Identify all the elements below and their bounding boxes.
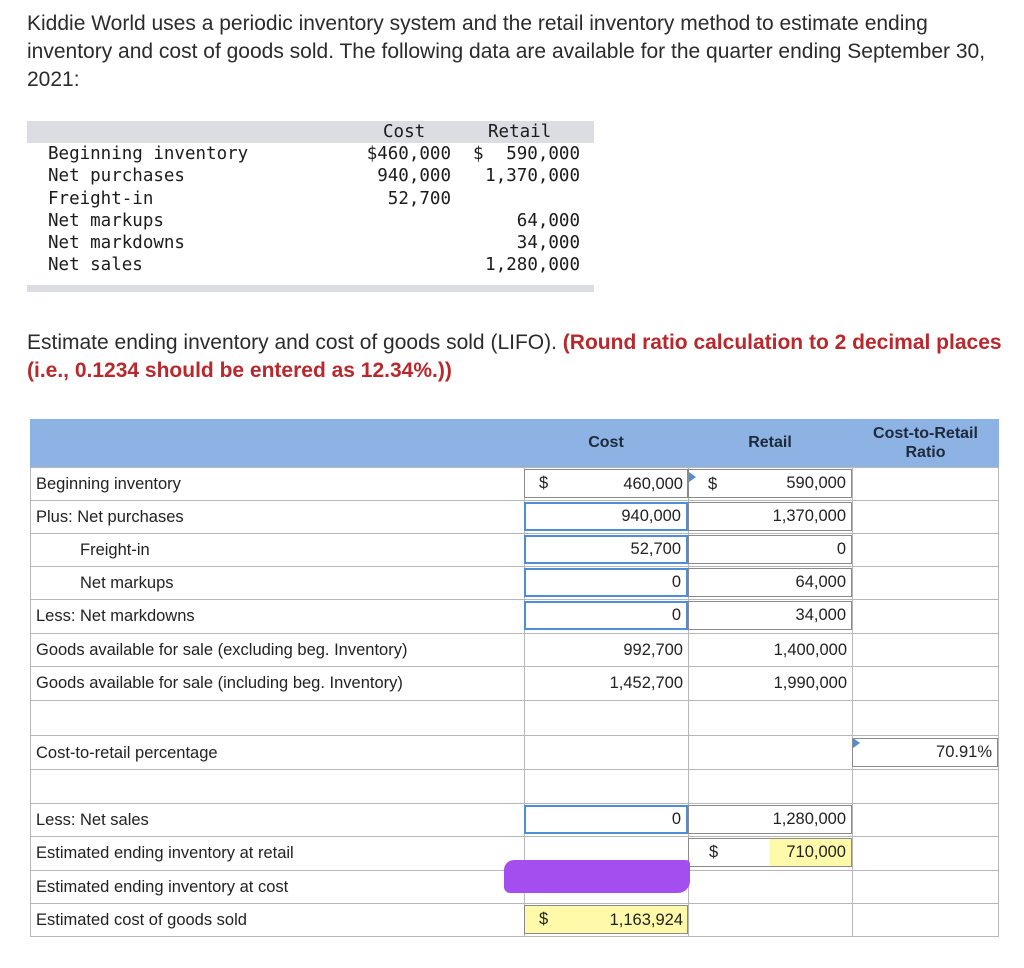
gafs-excl-retail: 1,400,000 (773, 641, 847, 659)
row-label: Estimated ending inventory at retail (36, 844, 294, 862)
freight-in-cost-input[interactable]: 52,700 (524, 535, 688, 564)
beg-inv-cost: 460,000 (623, 475, 683, 493)
table-row (30, 500, 999, 534)
answer-table (30, 419, 999, 937)
table-row (30, 533, 999, 567)
row-label: Freight-in (80, 541, 150, 559)
table-row (30, 700, 999, 734)
beg-inv-retail-input[interactable]: 590,000 (688, 469, 852, 498)
table-row (30, 467, 999, 501)
end-inv-retail-input[interactable]: 710,000 (770, 838, 852, 867)
gafs-incl-retail: 1,990,000 (773, 674, 847, 692)
header-cost: Cost (588, 434, 624, 451)
gafs-incl-cost: 1,452,700 (609, 674, 683, 692)
given-retail-values: 590,000 1,370,000 64,000 34,000 1,280,000 (485, 144, 580, 276)
rounding-note: (Round ratio calculation to 2 decimal places (i.e., 0.1234 should be entered as 12.34%.)) (27, 331, 1002, 382)
net-markups-retail-input[interactable]: 64,000 (688, 568, 852, 597)
row-label: Estimated cost of goods sold (36, 911, 247, 929)
cogs-cost[interactable]: 1,163,924 (609, 911, 683, 929)
given-data-table (27, 121, 594, 292)
row-label: Plus: Net purchases (36, 508, 184, 526)
freight-in-retail-input[interactable]: 0 (688, 535, 852, 564)
dollar-sign: $ (708, 475, 718, 493)
row-label: Net markups (80, 574, 174, 592)
dollar-sign: $ (709, 843, 719, 861)
net-markdowns-retail-input[interactable]: 34,000 (688, 601, 852, 630)
answer-table-header (30, 419, 999, 467)
row-label: Less: Net markdowns (36, 607, 195, 625)
given-data-footer (27, 285, 594, 292)
given-col-retail: Retail (488, 122, 552, 142)
dollar-sign: $ (539, 474, 549, 492)
given-dollar-sign: $ (473, 144, 484, 164)
header-ratio: Cost-to-Retail Ratio (873, 425, 978, 461)
table-row (30, 566, 999, 600)
instructions (27, 329, 1017, 385)
table-row (30, 769, 999, 803)
net-purchases-retail-input[interactable]: 1,370,000 (688, 502, 852, 531)
row-label: Less: Net sales (36, 811, 149, 829)
gafs-excl-cost: 992,700 (623, 641, 683, 659)
row-label: Beginning inventory (36, 475, 181, 493)
table-row (30, 903, 999, 937)
net-sales-retail-input[interactable]: 1,280,000 (688, 805, 852, 834)
row-label: Estimated ending inventory at cost (36, 878, 289, 896)
table-row (30, 599, 999, 633)
end-inv-cost-input[interactable] (524, 872, 688, 901)
table-row (30, 633, 999, 667)
given-col-cost: Cost (383, 122, 426, 142)
header-retail: Retail (748, 434, 792, 451)
net-purchases-cost-input[interactable]: 940,000 (524, 502, 688, 531)
net-sales-cost-input[interactable]: 0 (524, 805, 688, 834)
net-markdowns-cost-input[interactable]: 0 (524, 601, 688, 630)
instruction-text: Estimate ending inventory and cost of goods sold (LIFO). (27, 331, 557, 354)
row-label: Goods available for sale (including beg. Inventory) (36, 674, 403, 692)
table-row (30, 803, 999, 837)
given-cost-values: $460,000 940,000 52,700 (366, 144, 451, 209)
problem-intro: Kiddie World uses a periodic inventory system and the retail inventory method to estimate ending inventory and cost of goods sold. The following data are available for the quarter ending September 30, 2021: (27, 12, 986, 91)
table-row (30, 666, 999, 700)
row-label: Goods available for sale (excluding beg. Inventory) (36, 641, 408, 659)
row-label: Cost-to-retail percentage (36, 744, 218, 762)
given-row-labels: Beginning inventory Net purchases Freight-in Net markups Net markdowns Net sales (48, 144, 249, 276)
dollar-sign: $ (539, 910, 549, 928)
net-markups-cost-input[interactable]: 0 (524, 568, 688, 597)
cost-to-retail-ratio-input[interactable]: 70.91% (852, 738, 998, 767)
